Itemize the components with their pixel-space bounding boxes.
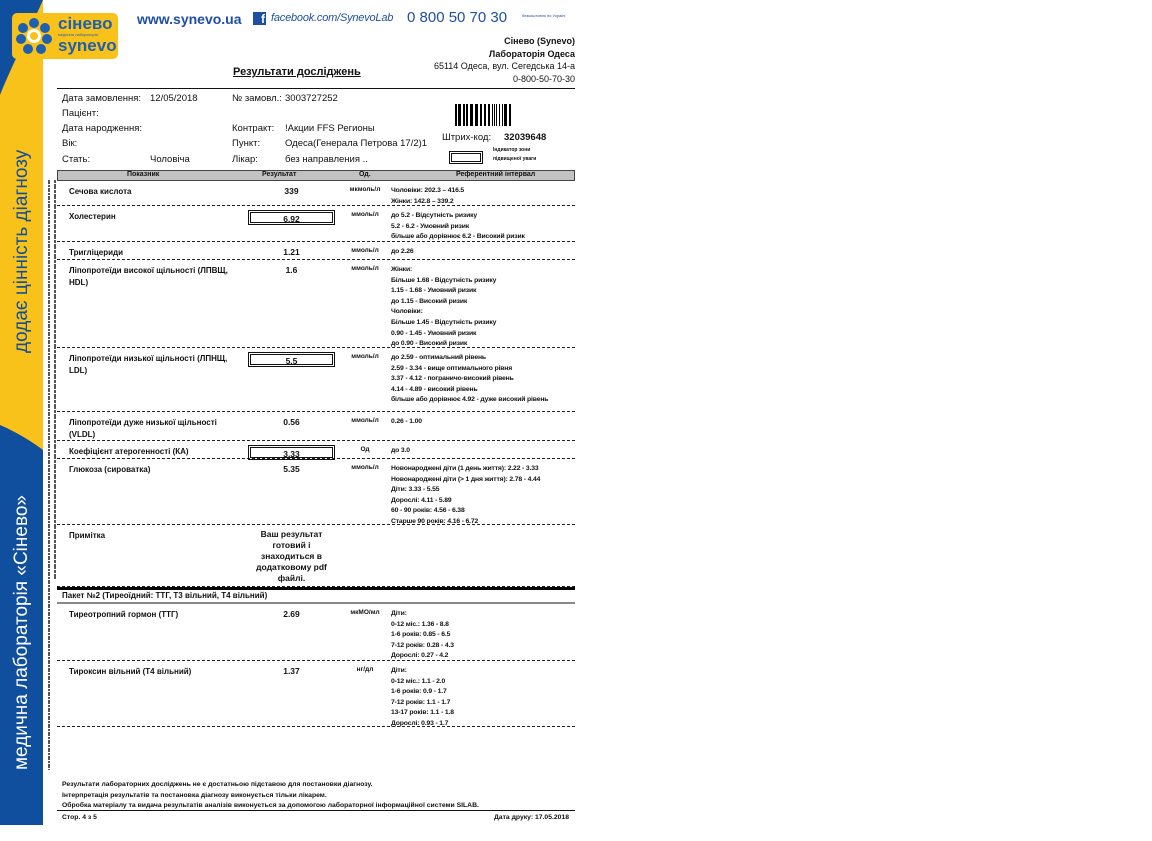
- divider-thick: [57, 587, 575, 590]
- point-label: Пункт:: [232, 138, 261, 149]
- result-value: 1.37: [283, 666, 300, 676]
- unit: мкМО/мл: [350, 609, 380, 616]
- sidebar-strip: [0, 0, 43, 825]
- reference-line: Дорослі: 0.93 - 1.7: [391, 719, 449, 727]
- indicator-label-line: Індикатор зони: [493, 147, 531, 153]
- barcode-bar: [475, 104, 478, 126]
- table-row: [57, 181, 575, 206]
- reference-interval: [391, 464, 540, 528]
- logo-text-latin: synevo: [58, 36, 117, 55]
- table-row: [57, 661, 575, 727]
- order-no-label: № замовл.:: [232, 93, 282, 104]
- reference-line: Більше 1.45 - Відсутність ризику: [391, 318, 497, 326]
- reference-line: Чоловіки: 202.3 – 416.5: [391, 187, 465, 194]
- contract-label: Контракт:: [232, 123, 275, 134]
- unit: Од: [360, 446, 370, 453]
- synevo-logo: [12, 13, 118, 59]
- result-value: 0.56: [283, 417, 300, 427]
- reference-line: Діти:: [391, 667, 407, 674]
- hotline-phone: 0 800 50 70 30: [407, 9, 508, 26]
- col-unit: Од.: [359, 171, 371, 178]
- result-value: 1.6: [285, 265, 298, 275]
- lab-address: 65114 Одеса, вул. Сегедська 14-а: [433, 61, 575, 71]
- reference-line: 1-6 років: 0.85 - 6.5: [391, 631, 451, 639]
- reference-line: до 5.2 - Відсутність ризику: [391, 212, 478, 219]
- reference-line: 3.37 - 4.12 - пограничо-високий рівень: [391, 375, 514, 383]
- result-value: 5.35: [283, 464, 300, 474]
- reference-line: Жінки: 142.8 – 339.2: [391, 197, 454, 205]
- barcode-bar: [484, 104, 486, 126]
- reference-line: Новонароджені діти (1 день життя): 2.22 - 3.33: [391, 465, 539, 472]
- table-row: [57, 412, 575, 441]
- table-row: [57, 525, 575, 587]
- result-value: 339: [284, 186, 299, 196]
- indicator-name: Ліпопротеїди дуже низької щільності (VLDL): [69, 418, 217, 439]
- package-title: Пакет №2 (Тиреоїдний: ТТГ, Т3 вільний, Т4 вільний): [62, 591, 268, 600]
- patient-label: Пацієнт:: [62, 108, 99, 119]
- table-header: [57, 170, 575, 181]
- indicator-name: Тиреотропний гормон (ТТГ): [69, 610, 179, 619]
- indicator-name: Глюкоза (сироватка): [69, 465, 151, 474]
- footer-divider: [57, 810, 575, 811]
- unit: ммоль/л: [351, 265, 379, 272]
- sex: Чоловіча: [150, 154, 190, 165]
- indicator-name: Холестерин: [69, 212, 116, 221]
- reference-line: 2.59 - 3.34 - вище оптимального рівня: [391, 364, 513, 372]
- page-title: Результати досліджень: [233, 66, 361, 78]
- reference-line: 0.90 - 1.45 - Умовний ризик: [391, 329, 477, 337]
- reference-line: до 0.90 - Високий ризик: [391, 340, 468, 348]
- table-row: [57, 260, 575, 348]
- indicator-name: Ліпопротеїди низької щільності (ЛПНЩ, LDL): [69, 354, 228, 375]
- barcode-bar: [455, 104, 457, 126]
- unit: ммоль/л: [351, 464, 379, 471]
- sex-label: Стать:: [62, 154, 91, 165]
- birth-date-label: Дата народження:: [62, 123, 143, 134]
- barcode-bar: [499, 104, 500, 126]
- barcode-label: Штрих-код:: [442, 132, 492, 143]
- disclaimer-1: Результати лабораторних досліджень не є достатньою підставою для постановки діагнозу.: [62, 781, 373, 788]
- reference-line: 5.2 - 6.2 - Умовний ризик: [391, 222, 470, 230]
- barcode-bar: [494, 104, 495, 126]
- lab-address-block: [380, 35, 575, 85]
- reference-line: 60 - 90 років: 4.56 - 6.38: [391, 507, 465, 515]
- unit: ммоль/л: [351, 247, 379, 254]
- table-row: [57, 242, 575, 260]
- reference-line: Старше 90 років: 4.16 - 6.72: [391, 517, 479, 525]
- table-row: [57, 441, 575, 459]
- reference-line: Новонароджені діти (> 1 дня життя): 2.78 - 4.44: [391, 475, 541, 483]
- unit: мкмоль/л: [349, 186, 381, 193]
- reference-line: 1.15 - 1.68 - Умовний ризик: [391, 287, 477, 295]
- table-row: [57, 604, 575, 661]
- sidebar-slogan: додає цінність діагнозу: [11, 149, 32, 353]
- logo-tagline: медична лабораторія: [58, 32, 98, 37]
- barcode-bar: [470, 104, 473, 126]
- barcode-bar: [496, 104, 497, 126]
- hotline-note: безкоштовно по Україні: [522, 13, 566, 18]
- result-value: 1.21: [283, 247, 300, 257]
- reference-line: більше або дорівнює 4.92 - дуже високий рівень: [391, 396, 549, 404]
- reference-line: Діти:: [391, 610, 407, 617]
- barcode-image: [455, 104, 513, 126]
- reference-line: до 2.59 - оптимальний рівень: [391, 354, 486, 361]
- barcode-bar: [466, 104, 468, 126]
- reference-line: 0-12 міс.: 1.1 - 2.0: [391, 677, 446, 685]
- reference-line: 13-17 років: 1.1 - 1.8: [391, 709, 454, 717]
- barcode-bar: [480, 104, 482, 126]
- point: Одеса(Генерала Петрова 17/2)1: [285, 138, 428, 149]
- reference-line: Дорослі: 0.27 - 4.2: [391, 652, 449, 660]
- indicator-name: Примітка: [69, 531, 106, 540]
- indicator-name: Тригліцериди: [69, 248, 123, 257]
- reference-interval: [391, 211, 525, 243]
- result-value: 6.92: [248, 210, 335, 225]
- doctor-label: Лікар:: [232, 154, 258, 165]
- indicator-name: Тироксин вільний (Т4 вільний): [69, 667, 192, 676]
- reference-line: більше або дорівнює 6.2 - Високий ризик: [391, 233, 525, 241]
- col-reference: Референтний інтервал: [456, 171, 536, 178]
- reference-interval: [391, 666, 454, 730]
- reference-line: 0-12 міс.: 1.36 - 8.8: [391, 620, 449, 628]
- result-value: 2.69: [283, 609, 300, 619]
- flower-icon: [15, 17, 53, 55]
- attention-indicator-box: [449, 151, 483, 164]
- unit: ммоль/л: [351, 353, 379, 360]
- reference-line: 7-12 років: 0.28 - 4.3: [391, 641, 454, 649]
- lab-name: Сінево (Synevo): [504, 36, 575, 46]
- divider: [57, 88, 575, 89]
- reference-interval: [391, 186, 464, 207]
- reference-line: 7-12 років: 1.1 - 1.7: [391, 698, 451, 706]
- reference-interval: [391, 247, 414, 258]
- table-row: [57, 348, 575, 412]
- disclaimer-2: Інтерпретація результатів та постановка діагнозу виконується тільки лікарем.: [62, 792, 327, 799]
- website-link[interactable]: www.synevo.ua: [137, 11, 242, 27]
- reference-line: Чоловіки:: [391, 308, 423, 316]
- unit: ммоль/л: [351, 417, 379, 424]
- reference-interval: [391, 417, 422, 428]
- lab-phone: 0-800-50-70-30: [512, 73, 575, 84]
- reference-line: 4.14 - 4.89 - високий рівень: [391, 385, 478, 393]
- reference-interval: [391, 609, 454, 662]
- indicator-name: Ліпопротеїди високої щільності (ЛПВЩ, HDL): [69, 266, 228, 287]
- disclaimer-3: Обробка матеріалу та видача результатів аналізів виконується за допомогою лабораторної інформаційної системи SILAB.: [62, 802, 479, 809]
- unit: ммоль/л: [351, 211, 379, 218]
- reference-interval: [391, 446, 410, 457]
- reference-interval: [391, 265, 496, 350]
- barcode-bar: [463, 104, 465, 126]
- reference-line: Діти: 3.33 - 5.55: [391, 486, 440, 494]
- contract: !Акции FFS Регионы: [285, 123, 375, 134]
- barcode-bar: [492, 104, 493, 126]
- barcode-bar: [488, 104, 490, 126]
- order-date-label: Дата замовлення:: [62, 93, 142, 104]
- reference-interval: [391, 353, 548, 406]
- col-indicator: Показник: [127, 171, 160, 178]
- reference-line: Дорослі: 4.11 - 5.89: [391, 496, 452, 504]
- lab-branch: Лабораторія Одеса: [488, 48, 575, 59]
- facebook-link[interactable]: facebook.com/SynevoLab: [271, 12, 394, 24]
- reference-line: Більше 1.68 - Відсутність ризику: [391, 276, 497, 284]
- col-result: Результат: [262, 171, 297, 178]
- indicator-label-line: підвищеної уваги: [493, 156, 537, 162]
- barcode-bar: [504, 104, 507, 126]
- table-row: [57, 459, 575, 525]
- reference-line: до 1.15 - Високий ризик: [391, 297, 468, 305]
- barcode-number: 32039648: [504, 132, 547, 143]
- reference-line: 0.26 - 1.00: [391, 418, 422, 425]
- logo-text-cyrillic: сінево: [58, 14, 113, 33]
- unit: нг/дл: [356, 666, 374, 673]
- barcode-bar: [458, 104, 461, 126]
- barcode-bar: [509, 104, 511, 126]
- age-label: Вік:: [62, 138, 78, 149]
- barcode-bar: [502, 104, 503, 126]
- reference-line: до 3.0: [391, 447, 410, 454]
- table-row: [57, 206, 575, 242]
- order-no: 3003727252: [285, 93, 338, 104]
- reference-line: Жінки:: [391, 266, 413, 273]
- page-number: Стор. 4 з 5: [62, 814, 97, 821]
- attention-indicator-label: [493, 146, 536, 164]
- indicator-name: Сечова кислота: [69, 187, 132, 196]
- reference-line: 1-6 років: 0.9 - 1.7: [391, 688, 447, 696]
- reference-line: до 2.26: [391, 248, 414, 255]
- result-value: Ваш результат готовий і знаходиться в додатковому pdf файлі.: [256, 529, 327, 583]
- result-value: 5.5: [248, 352, 335, 367]
- indicator-name: Коефіцієнт атерогенності (КА): [69, 447, 189, 456]
- result-value: 3.33: [248, 445, 335, 460]
- print-date: Дата друку: 17.05.2018: [493, 814, 569, 821]
- facebook-icon: f: [253, 12, 266, 25]
- sidebar-lab-name: медична лабораторія «Сінево»: [11, 495, 32, 770]
- order-date: 12/05/2018: [150, 93, 198, 104]
- doctor: без направления ..: [285, 154, 368, 165]
